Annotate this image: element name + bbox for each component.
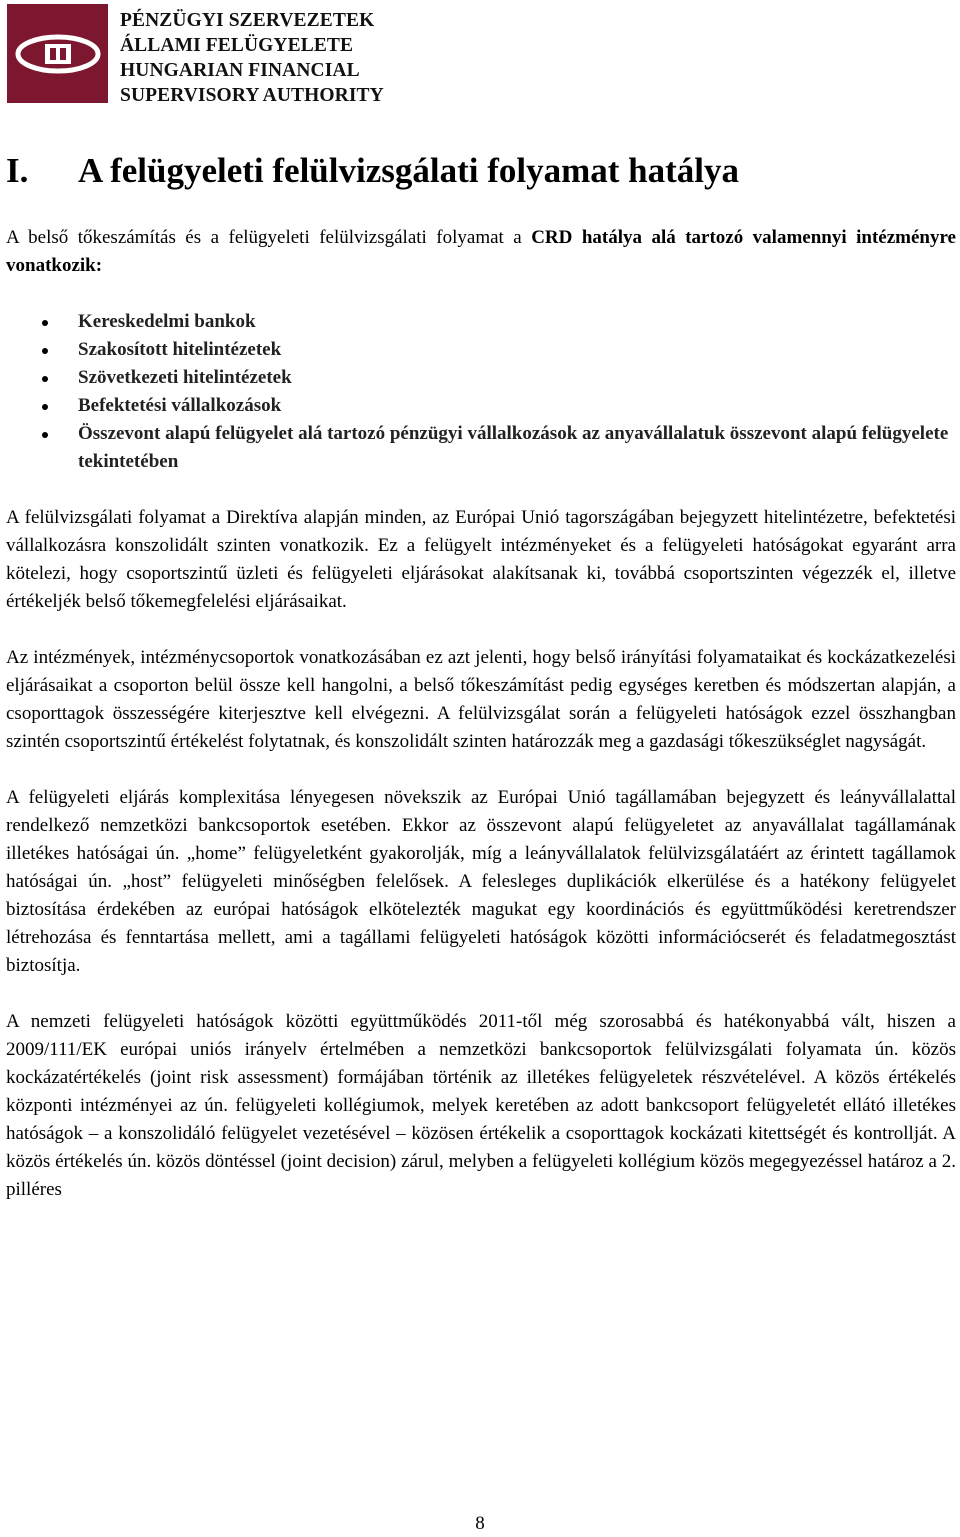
section-title: A felügyeleti felülvizsgálati folyamat hatálya — [78, 151, 740, 190]
authority-name-line: ÁLLAMI FELÜGYELETE — [120, 35, 354, 56]
page-header — [7, 4, 384, 104]
intro-bold-text: CRD hatálya alá tartozó valamennyi intézményre vonatkozik: — [6, 227, 956, 276]
list-item: Szövetkezeti hitelintézetek — [6, 364, 956, 392]
list-item: Szakosított hitelintézetek — [6, 336, 956, 364]
body-paragraph: Az intézmények, intézménycsoportok vonatkozásában ez azt jelenti, hogy belső irányítási folyamataikat és kockázatkezelési eljárásaikat a csoporton belül össze kell hangolni, a belső tőkeszámítást pedig egységes keretben és módszertan alapján, a csoporttagok összességére kiterjesztve kell elvégezni. A felülvizsgálat során a felügyeleti hatóságok ezzel összhangban szintén csoportszintű értékelést folytatnak, és konszolidált szinten határozzák meg a gazdasági tőkeszükséglet nagyságát. — [6, 647, 956, 752]
page-number: 8 — [475, 1513, 485, 1534]
psz-logo — [7, 4, 108, 103]
authority-name-line: PÉNZÜGYI SZERVEZETEK — [120, 10, 375, 31]
authority-name-line: SUPERVISORY AUTHORITY — [120, 85, 384, 106]
intro-paragraph — [6, 224, 956, 280]
authority-name — [120, 8, 384, 108]
psz-emblem-icon — [15, 34, 101, 74]
institution-list — [6, 308, 956, 476]
list-item: Összevont alapú felügyelet alá tartozó pénzügyi vállalkozások az anyavállalatuk összevont alapú felügyelete tekintetében — [6, 420, 956, 476]
list-item: Kereskedelmi bankok — [6, 308, 956, 336]
section-heading — [6, 147, 739, 195]
list-item: Befektetési vállalkozások — [6, 392, 956, 420]
body-paragraph: A felülvizsgálati folyamat a Direktíva alapján minden, az Európai Unió tagországában bejegyzett hitelintézetre, befektetési vállalkozásra konszolidált szinten vonatkozik. Ez a felügyelt intézményeket és a felügyeleti hatóságokat egyaránt arra kötelezi, hogy csoportszintű üzleti és felügyeleti eljárásokat alakítsanak ki, továbbá csoportszinten végezzék el, illetve értékeljék belső tőkemegfelelési eljárásaikat. — [6, 507, 956, 612]
body-paragraph: A nemzeti felügyeleti hatóságok közötti együttműködés 2011-től még szorosabbá és hatékonyabbá vált, hiszen a 2009/111/EK európai uniós irányelv értelmében a nemzetközi bankcsoportok felülvizsgálati folyamata ún. közös kockázatértékelés (joint risk assessment) formájában történik az illetékes felügyeletek részvételével. A közös értékelés központi intézményei az ún. felügyeleti kollégiumok, melyek keretében az adott bankcsoport felügyeletét ellátó illetékes hatóságok – a konszolidáló felügyelet vezetésével – közösen értékelik a csoporttagok kockázati kitettségét és kontrollját. A közös értékelés ún. közös döntéssel (joint decision) zárul, melyben a felügyeleti kollégium közös megegyezéssel határoz a 2. pilléres — [6, 1011, 956, 1200]
authority-name-line: HUNGARIAN FINANCIAL — [120, 60, 360, 81]
document-body — [6, 224, 956, 1232]
body-paragraph: A felügyeleti eljárás komplexitása lényegesen növekszik az Európai Unió tagállamában bejegyzett és leányvállalattal rendelkező nemzetközi bankcsoportok esetében. Ekkor az összevont alapú felügyeletet az anyavállalat tagállamának illetékes hatóságai ún. „home” felügyeletként gyakorolják, míg a leányvállalatok felülvizsgálatáért az érintett tagállamok hatóságai ún. „host” felügyeleti minőségben felelősek. A felesleges duplikációk elkerülése és a hatékony felügyelet biztosítása érdekében az európai hatóságok elkötelezték magukat egy koordinációs és együttműködési keretrendszer létrehozása és fenntartása mellett, ami a tagállami felügyeleti hatóságok közötti információcserét és feladatmegosztást biztosítja. — [6, 787, 956, 976]
intro-text: A belső tőkeszámítás és a felügyeleti felülvizsgálati folyamat a — [6, 227, 532, 248]
section-number: I. — [6, 151, 29, 190]
